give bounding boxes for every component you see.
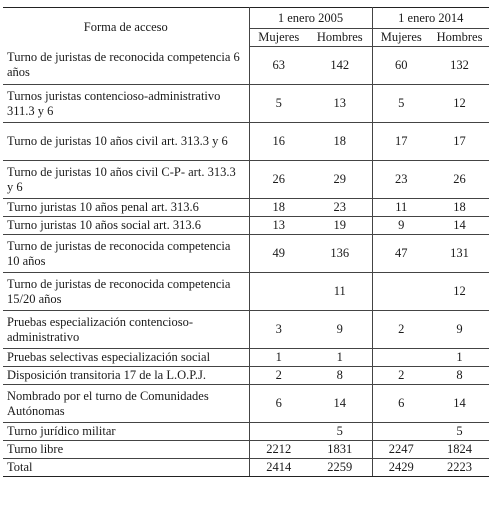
row-label: Turno de juristas de reconocida competencia 10 años (3, 235, 249, 273)
column-header-mujeres-2014: Mujeres (372, 29, 430, 47)
table-row (3, 161, 489, 199)
cell-mujeres-2014: 5 (372, 85, 430, 123)
cell-hombres-2014: 2223 (430, 459, 489, 477)
cell-hombres-2005: 9 (308, 311, 372, 349)
cell-mujeres-2005: 26 (249, 161, 308, 199)
cell-mujeres-2014: 2429 (372, 459, 430, 477)
cell-hombres-2005: 136 (308, 235, 372, 273)
cell-mujeres-2005: 13 (249, 217, 308, 235)
row-label: Pruebas especialización contencioso-administrativo (3, 311, 249, 349)
header-row-years (3, 8, 489, 29)
cell-mujeres-2014: 23 (372, 161, 430, 199)
cell-hombres-2005: 2259 (308, 459, 372, 477)
cell-hombres-2014: 12 (430, 273, 489, 311)
cell-hombres-2005: 19 (308, 217, 372, 235)
cell-hombres-2014: 14 (430, 217, 489, 235)
cell-mujeres-2005 (249, 273, 308, 311)
cell-mujeres-2005 (249, 423, 308, 441)
cell-mujeres-2014: 2247 (372, 441, 430, 459)
cell-mujeres-2005: 16 (249, 123, 308, 161)
table-row (3, 235, 489, 273)
cell-mujeres-2005: 2414 (249, 459, 308, 477)
cell-mujeres-2014: 47 (372, 235, 430, 273)
table-row (3, 311, 489, 349)
table-row (3, 423, 489, 441)
cell-hombres-2005: 142 (308, 47, 372, 85)
table-row (3, 273, 489, 311)
table-row (3, 199, 489, 217)
cell-hombres-2014: 18 (430, 199, 489, 217)
cell-hombres-2014: 8 (430, 367, 489, 385)
cell-mujeres-2014: 9 (372, 217, 430, 235)
cell-mujeres-2005: 49 (249, 235, 308, 273)
cell-mujeres-2014: 6 (372, 385, 430, 423)
row-label: Turno juristas 10 años social art. 313.6 (3, 217, 249, 235)
cell-hombres-2005: 13 (308, 85, 372, 123)
table-row (3, 123, 489, 161)
table-row (3, 85, 489, 123)
table-row (3, 47, 489, 85)
cell-mujeres-2014: 2 (372, 367, 430, 385)
cell-mujeres-2005: 1 (249, 349, 308, 367)
cell-mujeres-2005: 2212 (249, 441, 308, 459)
column-header-forma-de-acceso: Forma de acceso (3, 8, 249, 47)
cell-hombres-2014: 132 (430, 47, 489, 85)
cell-mujeres-2014: 11 (372, 199, 430, 217)
cell-mujeres-2014: 60 (372, 47, 430, 85)
cell-hombres-2005: 14 (308, 385, 372, 423)
cell-mujeres-2005: 18 (249, 199, 308, 217)
row-label: Turno de juristas 10 años civil art. 313.3 y 6 (3, 123, 249, 161)
cell-mujeres-2005: 6 (249, 385, 308, 423)
cell-mujeres-2005: 5 (249, 85, 308, 123)
table-row (3, 459, 489, 477)
cell-hombres-2014: 131 (430, 235, 489, 273)
column-header-hombres-2014: Hombres (430, 29, 489, 47)
table-row (3, 349, 489, 367)
cell-mujeres-2005: 63 (249, 47, 308, 85)
column-header-mujeres-2005: Mujeres (249, 29, 308, 47)
cell-hombres-2014: 14 (430, 385, 489, 423)
cell-hombres-2014: 17 (430, 123, 489, 161)
row-label: Turno de juristas de reconocida competencia 6 años (3, 47, 249, 85)
table-row (3, 367, 489, 385)
column-group-2014: 1 enero 2014 (372, 8, 489, 29)
cell-hombres-2005: 8 (308, 367, 372, 385)
cell-hombres-2005: 23 (308, 199, 372, 217)
column-header-hombres-2005: Hombres (308, 29, 372, 47)
row-label: Nombrado por el turno de Comunidades Autónomas (3, 385, 249, 423)
row-label: Turno de juristas 10 años civil C-P- art. 313.3 y 6 (3, 161, 249, 199)
cell-hombres-2014: 1 (430, 349, 489, 367)
row-label: Turno de juristas de reconocida competencia 15/20 años (3, 273, 249, 311)
table-row (3, 217, 489, 235)
cell-mujeres-2014 (372, 423, 430, 441)
table-row (3, 385, 489, 423)
cell-hombres-2014: 12 (430, 85, 489, 123)
cell-hombres-2005: 5 (308, 423, 372, 441)
row-label: Pruebas selectivas especialización social (3, 349, 249, 367)
table-row (3, 441, 489, 459)
cell-hombres-2005: 29 (308, 161, 372, 199)
access-table (3, 7, 489, 477)
cell-hombres-2005: 1831 (308, 441, 372, 459)
row-label: Turnos juristas contencioso-administrativo 311.3 y 6 (3, 85, 249, 123)
row-label: Disposición transitoria 17 de la L.O.P.J. (3, 367, 249, 385)
cell-hombres-2014: 26 (430, 161, 489, 199)
row-label: Total (3, 459, 249, 477)
cell-mujeres-2005: 2 (249, 367, 308, 385)
column-group-2005: 1 enero 2005 (249, 8, 372, 29)
cell-mujeres-2014: 2 (372, 311, 430, 349)
cell-hombres-2005: 1 (308, 349, 372, 367)
row-label: Turno libre (3, 441, 249, 459)
cell-mujeres-2014 (372, 349, 430, 367)
cell-mujeres-2005: 3 (249, 311, 308, 349)
cell-mujeres-2014: 17 (372, 123, 430, 161)
cell-hombres-2014: 9 (430, 311, 489, 349)
row-label: Turno jurídico militar (3, 423, 249, 441)
cell-hombres-2014: 5 (430, 423, 489, 441)
row-label: Turno juristas 10 años penal art. 313.6 (3, 199, 249, 217)
cell-hombres-2005: 18 (308, 123, 372, 161)
cell-hombres-2014: 1824 (430, 441, 489, 459)
cell-mujeres-2014 (372, 273, 430, 311)
cell-hombres-2005: 11 (308, 273, 372, 311)
